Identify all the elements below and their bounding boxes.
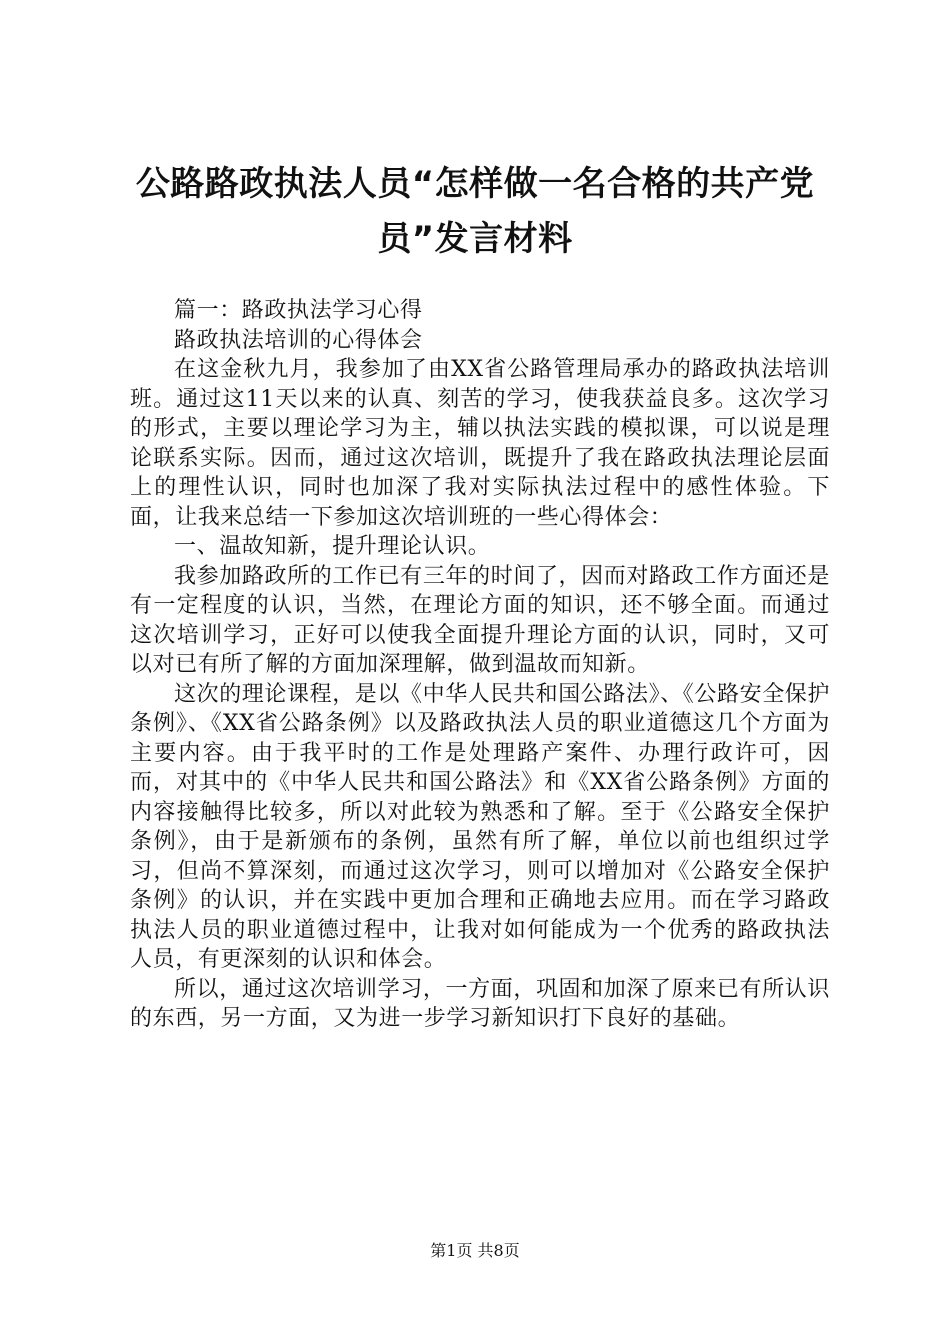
paragraph: 这次的理论课程，是以《中华人民共和国公路法》、《公路安全保护条例》、《XX省公路条例》以及路政执法人员的职业道德这几个方面为主要内容。由于我平时的工作是处理路产案件、办理行政许可，因而，对其中的《中华人民共和国公路法》和《XX省公路条例》方面的内容接触得比较多，所以对此较为熟悉和了解。至于《公路安全保护条例》，由于是新颁布的条例，虽然有所了解，单位以前也组织过学习，但尚不算深刻，而通过这次学习，则可以增加对《公路安全保护条例》的认识，并在实践中更加合理和正确地去应用。而在学习路政执法人员的职业道德过程中，让我对如何能成为一个优秀的路政执法人员，有更深刻的认识和体会。 [130,681,831,972]
subsection-heading: 一、温故知新，提升理论认识。 [174,534,491,559]
page-footer: 第1页 共8页 [430,1241,520,1260]
paragraph-intro: 在这金秋九月，我参加了由XX省公路管理局承办的路政执法培训班。通过这11天以来的认真、刻苦的学习，使我获益良多。这次学习的形式，主要以理论学习为主，辅以执法实践的模拟课，可以说是理论联系实际。因而，通过这次培训，既提升了我在路政执法理论层面上的理性认识，同时也加深了我对实际执法过程中的感性体验。下面，让我来总结一下参加这次培训班的一些心得体会： [130,357,830,530]
paragraph: 所以，通过这次培训学习，一方面，巩固和加深了原来已有所认识的东西，另一方面，又为进一步学习新知识打下良好的基础。 [130,976,830,1031]
section-heading: 篇一：路政执法学习心得 [174,298,423,323]
paragraph: 我参加路政所的工作已有三年的时间了，因而对路政工作方面还是有一定程度的认识，当然，在理论方面的知识，还不够全面。而通过这次培训学习，正好可以使我全面提升理论方面的认识，同时，又可以对已有所了解的方面加深理解，做到温故而知新。 [130,563,830,677]
document-title: 公路路政执法人员“怎样做一名合格的共产党员”发言材料 [135,164,815,259]
article-subtitle: 路政执法培训的心得体会 [174,327,423,353]
document-body [130,296,830,1034]
